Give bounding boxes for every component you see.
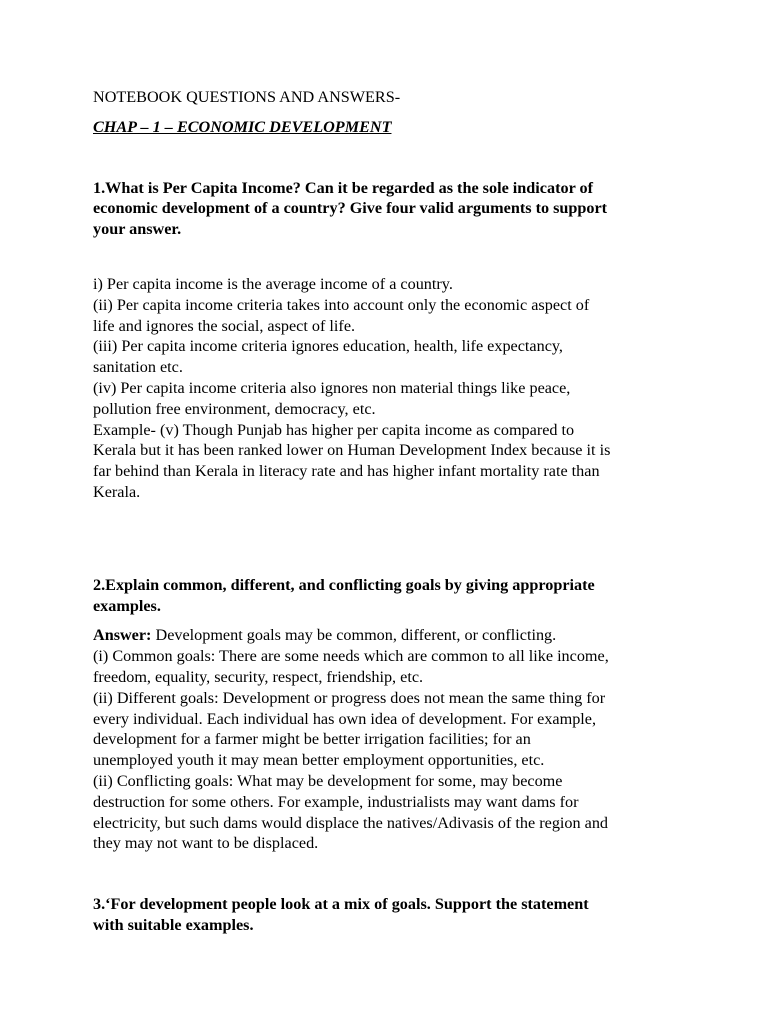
answer-2-line: electricity, but such dams would displace the natives/Adivasis of the region and <box>93 813 609 832</box>
question-3-line: with suitable examples. <box>93 915 254 934</box>
answer-1-line: (iv) Per capita income criteria also ignores non material things like peace, <box>93 378 571 397</box>
answer-2 <box>93 625 678 854</box>
answer-2-line: (ii) Conflicting goals: What may be development for some, may become <box>93 771 563 790</box>
answer-1-line: Kerala. <box>93 482 141 501</box>
question-1-line: 1.What is Per Capita Income? Can it be regarded as the sole indicator of <box>93 178 593 197</box>
answer-1-line: far behind than Kerala in literacy rate and has higher infant mortality rate than <box>93 462 600 481</box>
answer-2-intro-text: Development goals may be common, different, or conflicting. <box>151 626 557 645</box>
question-3 <box>93 894 678 936</box>
answer-2-line: (i) Common goals: There are some needs which are common to all like income, <box>93 647 609 666</box>
answer-label: Answer: <box>93 626 152 645</box>
answer-2-line: unemployed youth it may mean better employment opportunities, etc. <box>93 751 545 770</box>
answer-2-line: (ii) Different goals: Development or progress does not mean the same thing for <box>93 688 606 707</box>
answer-1-line: sanitation etc. <box>93 358 183 377</box>
question-2-line: 2.Explain common, different, and conflicting goals by giving appropriate <box>93 575 595 594</box>
document-page <box>93 87 678 936</box>
answer-1-line: Kerala but it has been ranked lower on Human Development Index because it is <box>93 441 611 460</box>
answer-1-line: pollution free environment, democracy, etc. <box>93 399 376 418</box>
question-1-line: your answer. <box>93 220 182 239</box>
question-3-line: 3.‘For development people look at a mix of goals. Support the statement <box>93 895 589 914</box>
answer-1-line: i) Per capita income is the average income of a country. <box>93 274 453 293</box>
answer-1-line: life and ignores the social, aspect of life. <box>93 316 356 335</box>
answer-2-line: they may not want to be displaced. <box>93 834 319 853</box>
document-title: NOTEBOOK QUESTIONS AND ANSWERS- <box>93 88 401 106</box>
question-1 <box>93 178 678 240</box>
question-2 <box>93 575 678 617</box>
question-2-line: examples. <box>93 596 161 615</box>
answer-1-line: Example- (v) Though Punjab has higher per capita income as compared to <box>93 420 575 439</box>
answer-2-line: every individual. Each individual has own idea of development. For example, <box>93 709 597 728</box>
answer-1-line: (iii) Per capita income criteria ignores education, health, life expectancy, <box>93 337 563 356</box>
answer-2-line: development for a farmer might be better irrigation facilities; for an <box>93 730 531 749</box>
answer-2-intro <box>93 625 678 646</box>
answer-2-line: freedom, equality, security, respect, friendship, etc. <box>93 667 424 686</box>
answer-2-line: destruction for some others. For example, industrialists may want dams for <box>93 792 579 811</box>
answer-1 <box>93 274 678 503</box>
answer-1-line: (ii) Per capita income criteria takes into account only the economic aspect of <box>93 295 590 314</box>
question-1-line: economic development of a country? Give four valid arguments to support <box>93 199 608 218</box>
chapter-heading: CHAP – 1 – ECONOMIC DEVELOPMENT <box>93 117 392 136</box>
